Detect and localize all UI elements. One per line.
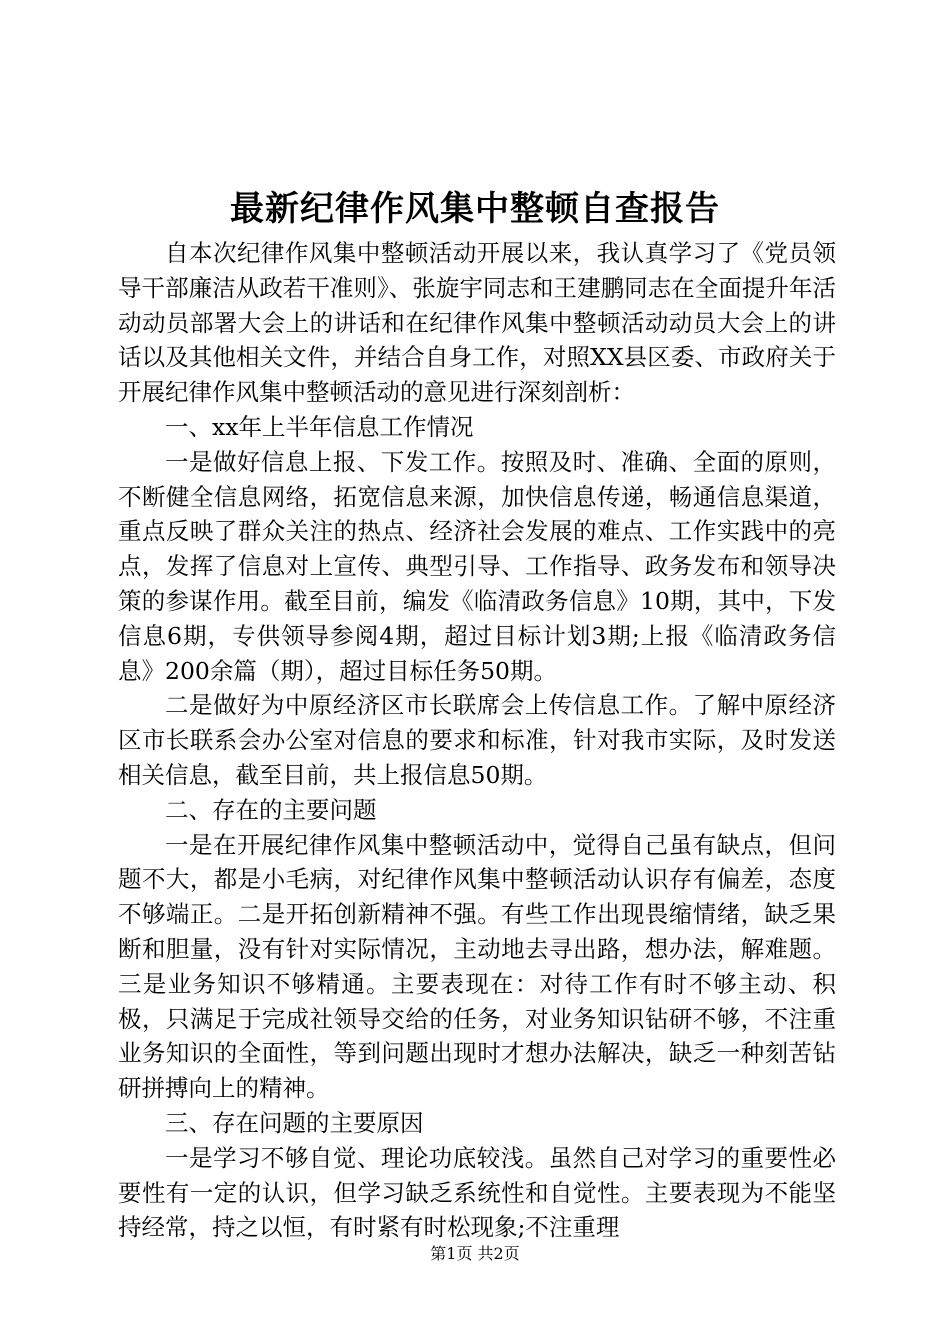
intro-paragraph: 自本次纪律作风集中整顿活动开展以来，我认真学习了《党员领导干部廉洁从政若干准则》、张旋宇同志和王建鹏同志在全面提升年活动动员部署大会上的讲话和在纪律作风集中整顿活动动员大会上的讲话以及其他相关文件，并结合自身工作，对照XX县区委、市政府关于开展纪律作风集中整顿活动的意见进行深刻剖析： — [118, 239, 836, 407]
page-number-footer: 第1页 共2页 — [430, 1244, 520, 1263]
document-body — [118, 236, 836, 1245]
section-3-paragraph-1: 一是学习不够自觉、理论功底较浅。虽然自己对学习的重要性必要性有一定的认识，但学习缺乏系统性和自觉性。主要表现为不能坚持经常，持之以恒，有时紧有时松现象;不注重理 — [118, 1143, 836, 1242]
section-1-paragraph-2: 二是做好为中原经济区市长联席会上传信息工作。了解中原经济区市长联系会办公室对信息的要求和标准，针对我市实际，及时发送相关信息，截至目前，共上报信息50期。 — [118, 691, 836, 789]
section-1-paragraph-1: 一是做好信息上报、下发工作。按照及时、准确、全面的原则，不断健全信息网络，拓宽信息来源，加快信息传递，畅通信息渠道，重点反映了群众关注的热点、经济社会发展的难点、工作实践中的亮点，发挥了信息对上宣传、典型引导、工作指导、政务发布和领导决策的参谋作用。截至目前，编发《临清政务信息》10期，其中，下发信息6期，专供领导参阅4期，超过目标计划3期;上报《临清政务信息》200余篇（期），超过目标任务50期。 — [118, 447, 836, 685]
section-2-paragraph-1: 一是在开展纪律作风集中整顿活动中，觉得自己虽有缺点，但问题不大，都是小毛病，对纪律作风集中整顿活动认识存有偏差，态度不够端正。二是开拓创新精神不强。有些工作出现畏缩情绪，缺乏果断和胆量，没有针对实际情况，主动地去寻出路，想办法，解难题。三是业务知识不够精通。主要表现在：对待工作有时不够主动、积极，只满足于完成社领导交给的任务，对业务知识钻研不够，不注重业务知识的全面性，等到问题出现时才想办法解决，缺乏一种刻苦钻研拼搏向上的精神。 — [118, 830, 836, 1103]
section-heading-2: 二、存在的主要问题 — [165, 795, 377, 824]
section-heading-3: 三、存在问题的主要原因 — [165, 1108, 424, 1137]
section-heading-1: 一、xx年上半年信息工作情况 — [165, 412, 474, 441]
document-title: 最新纪律作风集中整顿自查报告 — [230, 189, 720, 229]
